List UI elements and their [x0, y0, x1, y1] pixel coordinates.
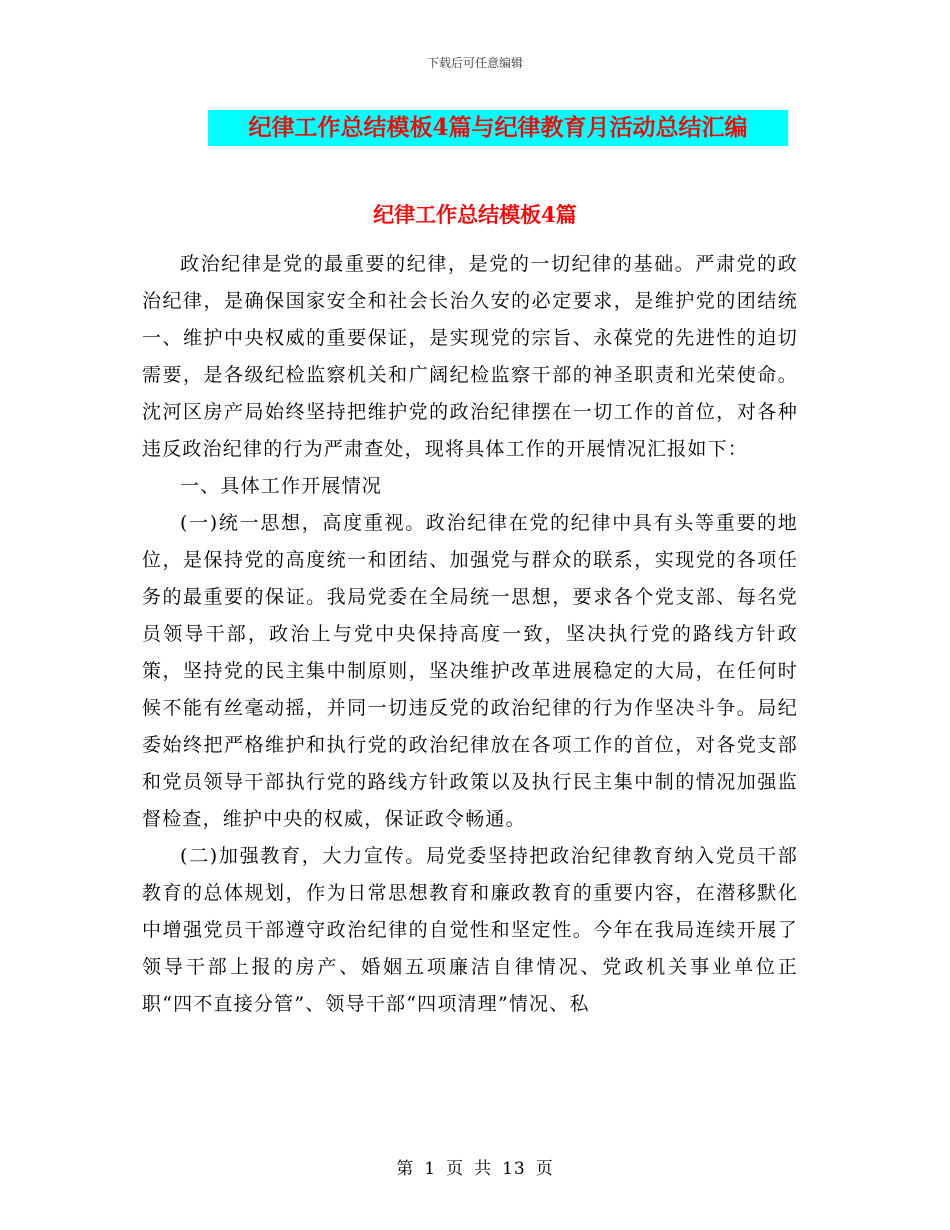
sub-title: 纪律工作总结模板4篇	[373, 202, 577, 227]
page-label-mid: 页	[446, 1159, 465, 1179]
page-number: 1	[424, 1159, 437, 1179]
header-note: 下载后可任意编辑	[426, 56, 523, 70]
page-label-suffix: 页	[535, 1159, 554, 1179]
total-label: 共	[474, 1159, 493, 1179]
main-title: 纪律工作总结模板4篇与纪律教育月活动总结汇编	[248, 114, 748, 141]
document-body	[142, 246, 798, 1023]
paragraph-intro: 政治纪律是党的最重要的纪律，是党的一切纪律的基础。严肃党的政治纪律，是确保国家安全和社会长治久安的必定要求，是维护党的团结统一、维护中央权威的重要保证，是实现党的宗旨、永葆党的先进性的迫切需要，是各级纪检监察机关和广阔纪检监察干部的神圣职责和光荣使命。沈河区房产局始终坚持把维护党的政治纪律摆在一切工作的首位，对各种违反政治纪律的行为严肃查处，现将具体工作的开展情况汇报如下：	[142, 253, 798, 460]
page-footer	[0, 1154, 950, 1179]
paragraph-item-2: (二)加强教育，大力宣传。局党委坚持把政治纪律教育纳入党员干部教育的总体规划，作为日常思想教育和廉政教育的重要内容，在潜移默化中增强党员干部遵守政治纪律的自觉性和坚定性。今年在我局连续开展了领导干部上报的房产、婚姻五项廉洁自律情况、党政机关事业单位正职“四不直接分管”、领导干部“四项清理”情况、私	[142, 845, 798, 1015]
total-pages: 13	[502, 1159, 526, 1179]
paragraph-item-1: (一)统一思想，高度重视。政治纪律在党的纪律中具有头等重要的地位，是保持党的高度统一和团结、加强党与群众的联系，实现党的各项任务的最重要的保证。我局党委在全局统一思想，要求各个党支部、每名党员领导干部，政治上与党中央保持高度一致，坚决执行党的路线方针政策，坚持党的民主集中制原则，坚决维护改革进展稳定的大局，在任何时候不能有丝毫动摇，并同一切违反党的政治纪律的行为作坚决斗争。局纪委始终把严格维护和执行党的政治纪律放在各项工作的首位，对各党支部和党员领导干部执行党的路线方针政策以及执行民主集中制的情况加强监督检查，维护中央的权威，保证政令畅通。	[142, 512, 798, 830]
page-label-prefix: 第	[396, 1159, 415, 1179]
paragraph-section-heading: 一、具体工作开展情况	[180, 475, 383, 497]
main-title-highlight	[208, 110, 788, 146]
